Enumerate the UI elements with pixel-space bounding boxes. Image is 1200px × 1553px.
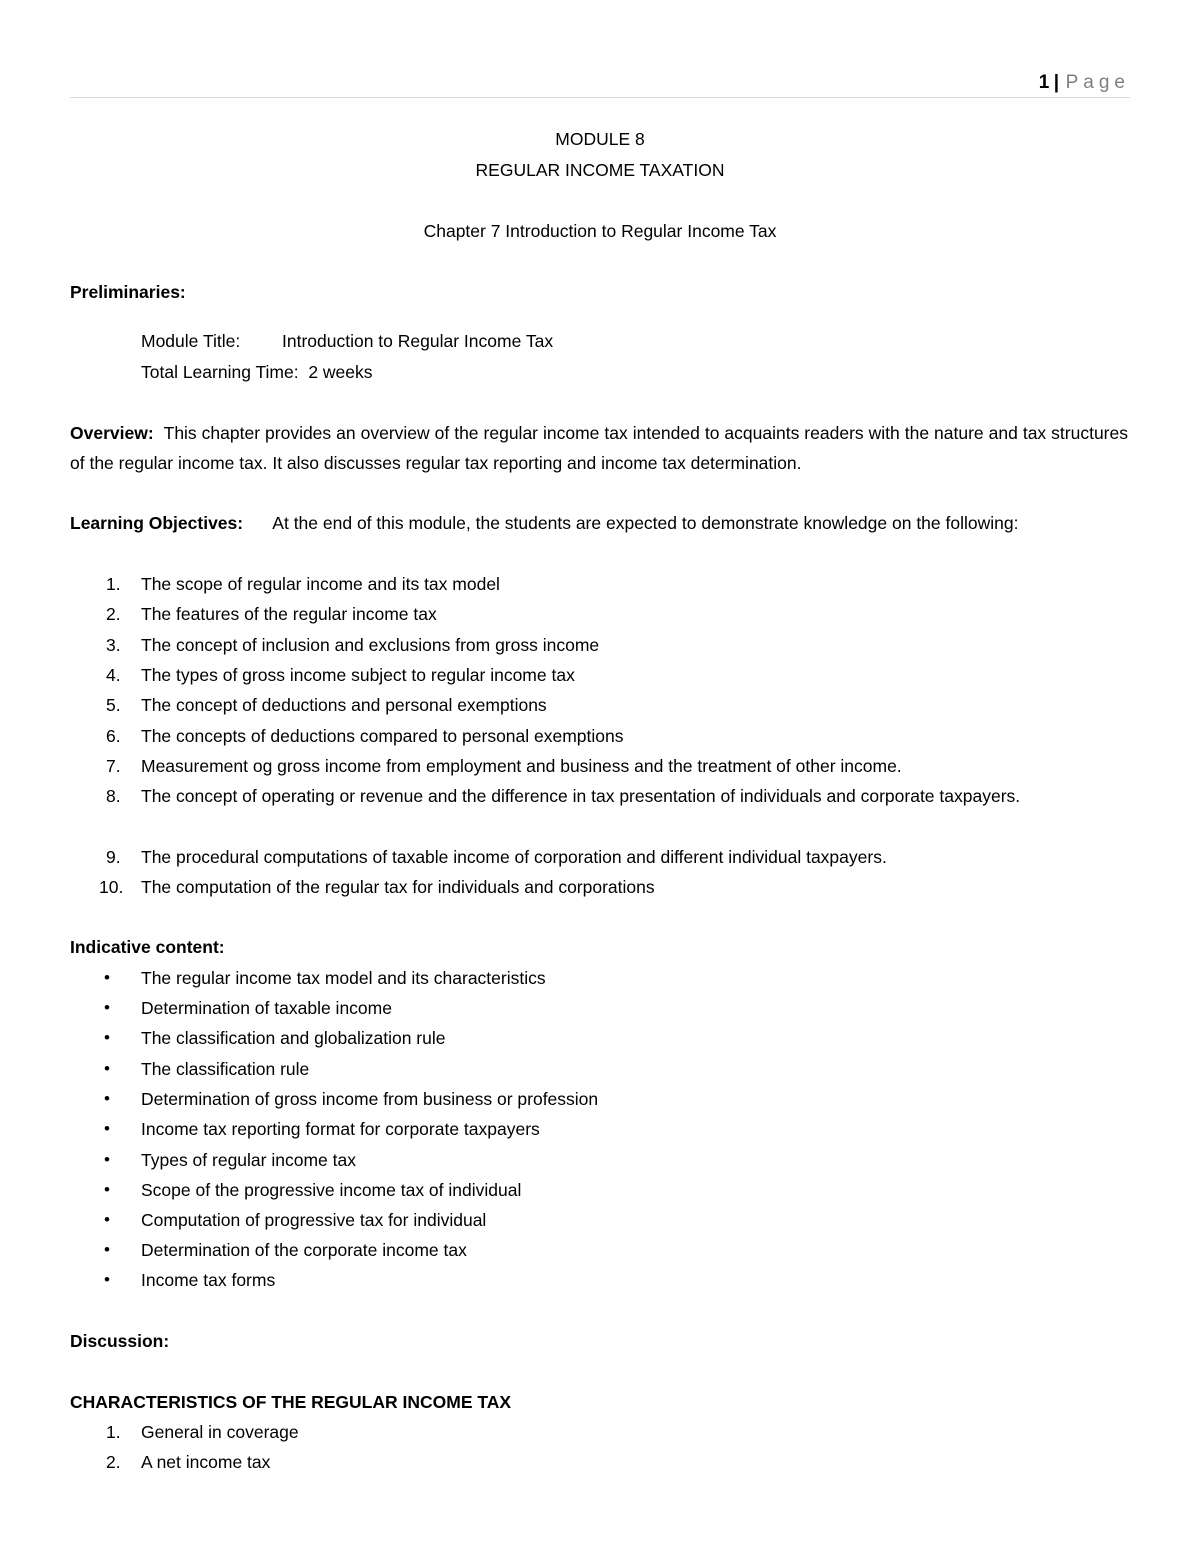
objective-number: 5. [106, 695, 121, 715]
objective-number: 6. [106, 726, 121, 746]
objective-number: 3. [106, 635, 121, 655]
module-title-label: Module Title: [141, 331, 241, 351]
indicative-item: The classification rule [141, 1059, 310, 1079]
characteristic-item: General in coverage [141, 1422, 299, 1442]
characteristic-number: 2. [106, 1452, 121, 1472]
indicative-item: Determination of the corporate income tax [141, 1240, 467, 1260]
objective-item: The concept of deductions and personal exemptions [141, 695, 547, 715]
objective-number: 9. [106, 847, 121, 867]
objectives-heading: Learning Objectives: [70, 513, 244, 533]
objective-number: 2. [106, 604, 121, 624]
objectives-paragraph [70, 508, 1128, 538]
bullet: • [104, 968, 110, 987]
overview-paragraph [70, 418, 1128, 478]
indicative-item: Types of regular income tax [141, 1150, 356, 1170]
bullet: • [104, 1059, 110, 1078]
bullet: • [104, 1119, 110, 1138]
indicative-item: Computation of progressive tax for individual [141, 1210, 487, 1230]
objective-item: Measurement og gross income from employment and business and the treatment of other income. [141, 756, 902, 776]
overview-heading: Overview: [70, 423, 154, 443]
indicative-item: The classification and globalization rule [141, 1028, 446, 1048]
bullet: • [104, 1210, 110, 1229]
bullet: • [104, 1240, 110, 1259]
objective-item: The concept of inclusion and exclusions from gross income [141, 635, 600, 655]
indicative-heading: Indicative content: [70, 937, 225, 957]
indicative-item: Scope of the progressive income tax of individual [141, 1180, 522, 1200]
characteristics-heading: CHARACTERISTICS OF THE REGULAR INCOME TAX [70, 1392, 512, 1412]
indicative-item: Determination of taxable income [141, 998, 392, 1018]
bullet: • [104, 1150, 110, 1169]
indicative-item: The regular income tax model and its characteristics [141, 968, 546, 988]
header-separator: | [1053, 72, 1060, 93]
module-title-row [141, 326, 553, 356]
objective-item: The scope of regular income and its tax model [141, 574, 500, 594]
objective-item: The types of gross income subject to regular income tax [141, 665, 575, 685]
characteristic-number: 1. [106, 1422, 121, 1442]
bullet: • [104, 1089, 110, 1108]
bullet: • [104, 998, 110, 1017]
objective-item: The concepts of deductions compared to personal exemptions [141, 726, 624, 746]
indicative-item: Determination of gross income from business or profession [141, 1089, 599, 1109]
indicative-item: Income tax reporting format for corporate taxpayers [141, 1119, 540, 1139]
objective-item: The features of the regular income tax [141, 604, 437, 624]
characteristic-item: A net income tax [141, 1452, 271, 1472]
objective-number: 8. [106, 786, 121, 806]
overview-text: This chapter provides an overview of the regular income tax intended to acquaints readers with the nature and tax structures of the regular income tax. It also discusses regular tax reporting and income tax determination. [70, 423, 1128, 473]
module-title-value: Introduction to Regular Income Tax [282, 331, 554, 351]
objective-number: 4. [106, 665, 121, 685]
bullet: • [104, 1028, 110, 1047]
objective-number: 1. [106, 574, 121, 594]
learning-time-value: 2 weeks [308, 362, 373, 382]
indicative-item: Income tax forms [141, 1270, 276, 1290]
objective-item: The concept of operating or revenue and the difference in tax presentation of individuals and corporate taxpayers. [141, 786, 1021, 806]
preliminaries-heading: Preliminaries: [70, 282, 186, 302]
objective-number: 7. [106, 756, 121, 776]
page-label: Page [1065, 72, 1130, 93]
objective-number: 10. [99, 877, 124, 897]
learning-time-label: Total Learning Time: [141, 362, 299, 382]
learning-time-row [141, 357, 373, 387]
bullet: • [104, 1180, 110, 1199]
page-header [1039, 72, 1130, 94]
chapter-title: Chapter 7 Introduction to Regular Income Tax [423, 221, 777, 241]
objective-item: The procedural computations of taxable income of corporation and different individual taxpayers. [141, 847, 887, 867]
page-number: 1 [1038, 72, 1050, 93]
discussion-heading: Discussion: [70, 1331, 170, 1351]
objectives-intro: At the end of this module, the students are expected to demonstrate knowledge on the following: [272, 513, 1019, 533]
module-number: MODULE 8 [555, 129, 645, 149]
module-name: REGULAR INCOME TAXATION [475, 160, 725, 180]
bullet: • [104, 1270, 110, 1289]
objective-item: The computation of the regular tax for individuals and corporations [141, 877, 655, 897]
header-rule [70, 97, 1130, 98]
